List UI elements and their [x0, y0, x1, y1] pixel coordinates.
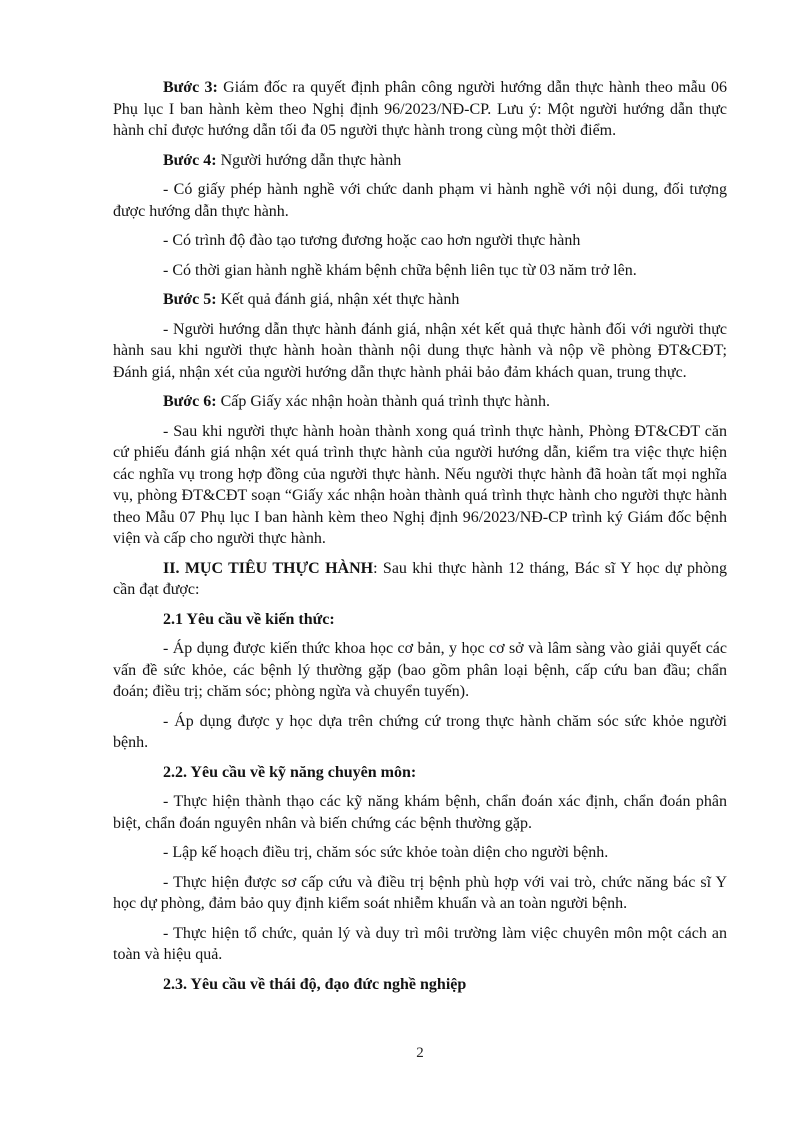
paragraph-text: Cấp Giấy xác nhận hoàn thành quá trình thực hành. [216, 393, 551, 410]
paragraph-text: - Người hướng dẫn thực hành đánh giá, nhận xét kết quả thực hành đối với người thực hành sau khi người thực hành hoàn thành nội dung thực hành và nộp về phòng ĐT&CĐT; Đánh giá, nhận xét của người hướng dẫn thực hành phải bảo đảm khách quan, trung thực. [113, 320, 727, 381]
paragraph-subheading [113, 762, 727, 784]
paragraph-bullet [113, 638, 727, 703]
paragraph-text: - Sau khi người thực hành hoàn thành xong quá trình thực hành, Phòng ĐT&CĐT căn cứ phiếu đánh giá nhận xét quá trình thực hành của người hướng dẫn, kiểm tra việc thực hiện các nghĩa vụ trong hợp đồng của người thực hành. Nếu người thực hành đã hoàn tất mọi nghĩa vụ, phòng ĐT&CĐT soạn “Giấy xác nhận hoàn thành quá trình thực hành cho người thực hành theo Mẫu 07 Phụ lục I ban hành kèm theo Nghị định 96/2023/NĐ-CP trình ký Giám đốc bệnh viện và cấp cho người thực hành. [113, 422, 727, 547]
paragraph-lead: Bước 3: [163, 79, 218, 96]
paragraph-text: - Áp dụng được kiến thức khoa học cơ bản, y học cơ sở và lâm sàng vào giải quyết các vấn đề sức khỏe, các bệnh lý thường gặp (bao gồm phân loại bệnh, cấp cứu ban đầu; chẩn đoán; điều trị; chăm sóc; phòng ngừa và chuyển tuyến). [113, 640, 727, 700]
paragraph-text: : Sau khi thực hành 12 tháng, Bác sĩ Y học dự phòng cần đạt được: [113, 559, 727, 598]
paragraph-step [113, 77, 727, 142]
paragraph-subheading [113, 974, 727, 996]
paragraph-bullet [113, 421, 727, 550]
paragraph-text: - Có thời gian hành nghề khám bệnh chữa bệnh liên tục từ 03 năm trở lên. [163, 261, 637, 279]
paragraph-lead: Bước 6: [163, 393, 217, 410]
paragraph-bullet [113, 842, 727, 864]
paragraph-step [113, 289, 727, 311]
paragraph-step [113, 150, 727, 172]
document-body [113, 77, 727, 995]
paragraph-bullet [113, 260, 727, 282]
paragraph-bullet [113, 872, 727, 915]
paragraph-bullet [113, 923, 727, 966]
paragraph-text: - Thực hiện tổ chức, quản lý và duy trì môi trường làm việc chuyên môn một cách an toàn và hiệu quả. [113, 924, 727, 963]
paragraph-section [113, 558, 727, 601]
paragraph-text: Giám đốc ra quyết định phân công người hướng dẫn thực hành theo mẫu 06 Phụ lục I ban hành kèm theo Nghị định 96/2023/NĐ-CP. Lưu ý: Một người hướng dẫn thực hành chỉ được hướng dẫn tối đa 05 người thực hành trong cùng một thời điểm. [113, 79, 728, 139]
paragraph-bullet [113, 319, 727, 384]
paragraph-bullet [113, 179, 727, 222]
paragraph-text: - Lập kế hoạch điều trị, chăm sóc sức khỏe toàn diện cho người bệnh. [163, 844, 609, 861]
paragraph-subheading [113, 609, 727, 631]
paragraph-text: - Có trình độ đào tạo tương đương hoặc cao hơn người thực hành [163, 232, 581, 249]
paragraph-text: - Áp dụng được y học dựa trên chứng cứ trong thực hành chăm sóc sức khỏe người bệnh. [113, 712, 727, 751]
page-number: 2 [416, 1045, 424, 1061]
paragraph-lead: 2.3. Yêu cầu về thái độ, đạo đức nghề nghiệp [163, 975, 467, 993]
paragraph-text: - Thực hiện thành thạo các kỹ năng khám bệnh, chẩn đoán xác định, chẩn đoán phân biệt, chẩn đoán nguyên nhân và biến chứng các bệnh thường gặp. [113, 793, 727, 832]
paragraph-lead: 2.2. Yêu cầu về kỹ năng chuyên môn: [163, 763, 417, 781]
paragraph-step [113, 391, 727, 413]
paragraph-bullet [113, 791, 727, 834]
paragraph-text: - Có giấy phép hành nghề với chức danh phạm vi hành nghề với nội dung, đối tượng được hướng dẫn thực hành. [113, 181, 727, 220]
paragraph-lead: Bước 4: [163, 151, 217, 169]
paragraph-bullet [113, 230, 727, 252]
paragraph-lead: 2.1 Yêu cầu về kiến thức: [163, 610, 335, 628]
paragraph-text: Người hướng dẫn thực hành [216, 151, 402, 169]
paragraph-lead: Bước 5: [163, 291, 217, 308]
paragraph-text: Kết quả đánh giá, nhận xét thực hành [216, 291, 460, 308]
page-footer [113, 1044, 727, 1062]
paragraph-lead: II. MỤC TIÊU THỰC HÀNH [163, 559, 374, 577]
paragraph-text: - Thực hiện được sơ cấp cứu và điều trị bệnh phù hợp với vai trò, chức năng bác sĩ Y học dự phòng, đảm bảo quy định kiểm soát nhiễm khuẩn và an toàn người bệnh. [113, 873, 727, 912]
paragraph-bullet [113, 711, 727, 754]
